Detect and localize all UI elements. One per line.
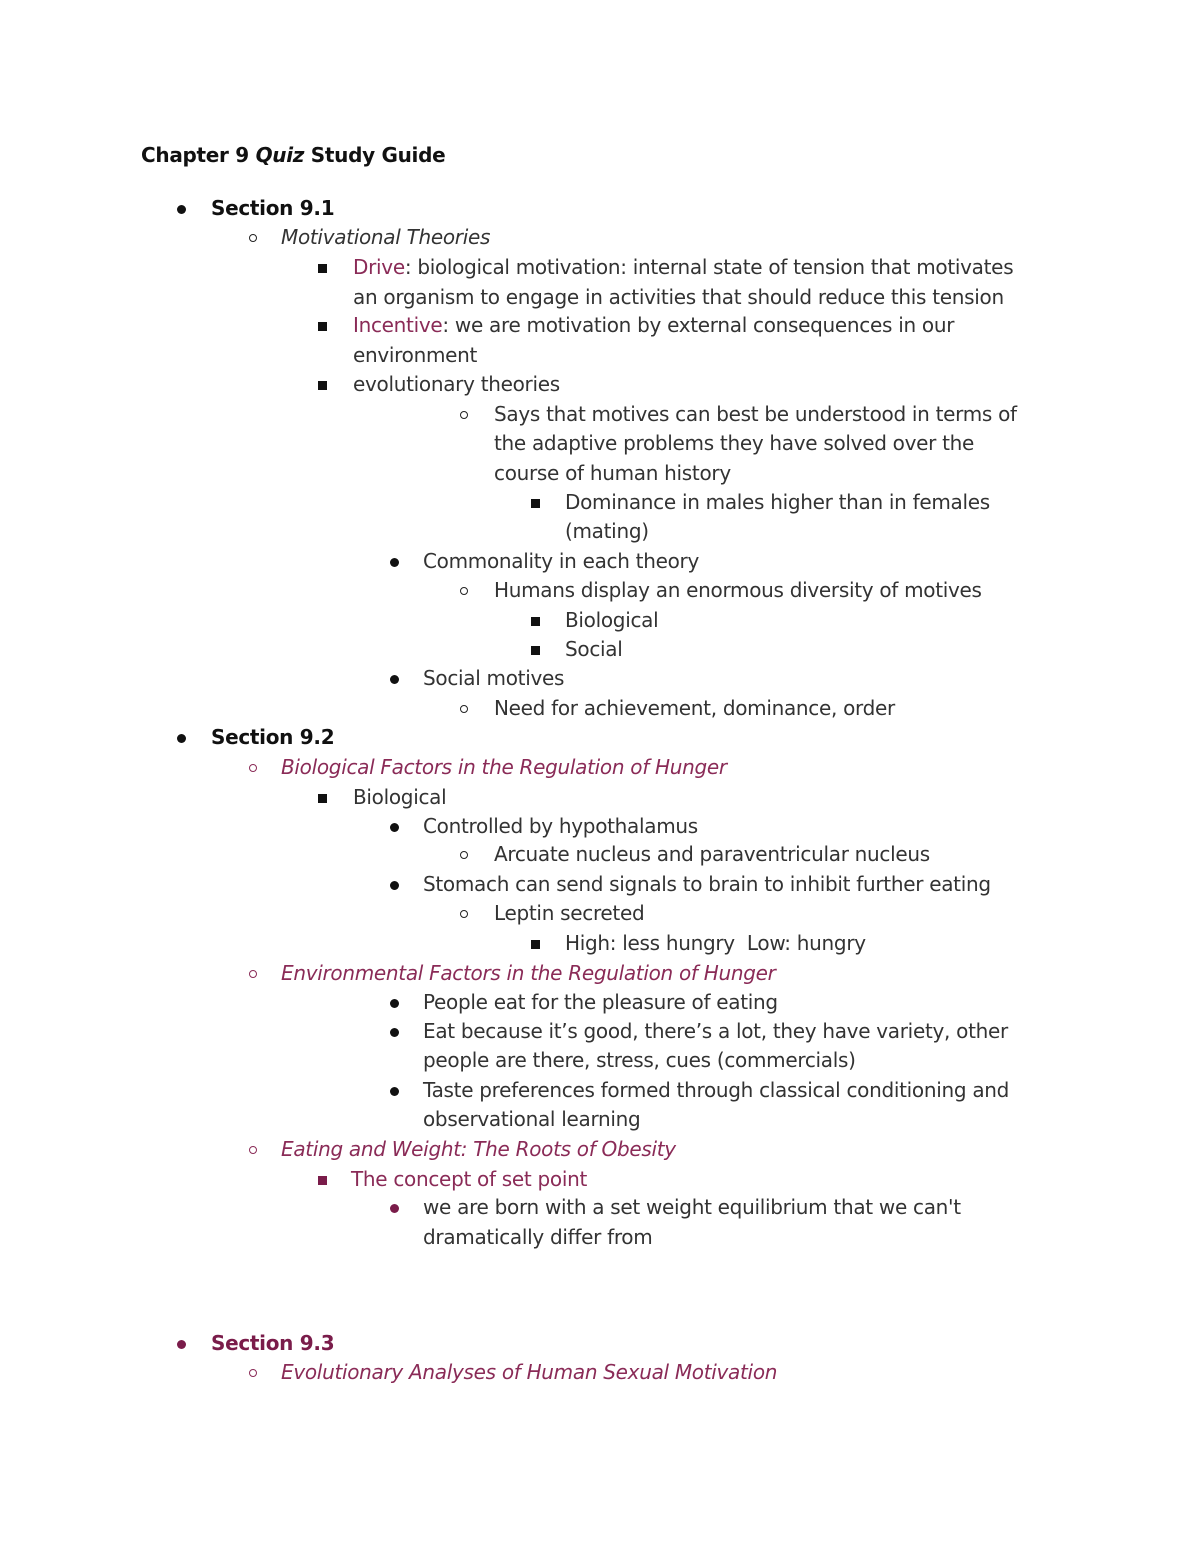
bullet-disc-icon [390,999,399,1008]
list-item-continuation: observational learning [423,1107,641,1131]
bullet-circle-icon [249,970,257,978]
list-item: Arcuate nucleus and paraventricular nucleus [494,842,930,866]
bullet-disc-icon [177,205,186,214]
list-item: Dominance in males higher than in females [565,490,990,514]
bullet-disc-icon [177,1340,186,1349]
bullet-disc-icon [390,1087,399,1096]
bullet-circle-icon [249,1369,257,1377]
list-item: Taste preferences formed through classical conditioning and [423,1078,1010,1102]
bullet-square-icon [318,1176,327,1185]
bullet-disc-icon [390,1028,399,1037]
list-item: Humans display an enormous diversity of motives [494,578,982,602]
list-item: Controlled by hypothalamus [423,814,698,838]
list-item-continuation: (mating) [565,519,649,543]
list-item-continuation: course of human history [494,461,731,485]
bullet-circle-icon [249,1146,257,1154]
bullet-circle-icon [460,411,468,419]
bullet-disc-icon [390,1204,399,1213]
list-item: Social motives [423,666,565,690]
list-item: Says that motives can best be understood in terms of [494,402,1017,426]
bullet-disc-icon [177,734,186,743]
list-item-continuation: people are there, stress, cues (commercials) [423,1048,856,1072]
bullet-circle-icon [460,587,468,595]
list-item: Leptin secreted [494,901,645,925]
bullet-circle-icon [460,705,468,713]
title-part-italic: Quiz [255,143,305,167]
bullet-square-icon [531,646,540,655]
bullet-circle-icon [460,851,468,859]
list-item [353,254,1013,280]
bullet-circle-icon [249,764,257,772]
subheading: Eating and Weight: The Roots of Obesity [281,1137,676,1161]
list-item-continuation: an organism to engage in activities that should reduce this tension [353,285,1004,309]
bullet-disc-icon [390,823,399,832]
list-item: Stomach can send signals to brain to inhibit further eating [423,872,991,896]
definition-text: : biological motivation: internal state of tension that motivates [404,255,1014,279]
list-item: evolutionary theories [353,372,560,396]
list-item-continuation: dramatically differ from [423,1225,653,1249]
bullet-circle-icon [460,910,468,918]
subheading: Environmental Factors in the Regulation of Hunger [281,961,776,985]
list-item-continuation: the adaptive problems they have solved over the [494,431,975,455]
bullet-square-icon [318,381,327,390]
list-item-continuation: environment [353,343,478,367]
subheading: Motivational Theories [281,225,491,249]
bullet-square-icon [318,264,327,273]
bullet-square-icon [531,940,540,949]
list-item: People eat for the pleasure of eating [423,990,778,1014]
title-part: Chapter 9 [141,143,256,167]
subheading: Biological Factors in the Regulation of Hunger [281,755,727,779]
list-item: we are born with a set weight equilibrium that we can't [423,1195,961,1219]
document-title [141,142,445,168]
bullet-circle-icon [249,234,257,242]
list-item: The concept of set point [351,1167,588,1191]
list-item: Need for achievement, dominance, order [494,696,895,720]
term-drive: Drive [353,255,405,279]
list-item: Biological [565,608,659,632]
bullet-square-icon [531,617,540,626]
list-item: Eat because it’s good, there’s a lot, they have variety, other [423,1019,1008,1043]
bullet-square-icon [318,322,327,331]
bullet-square-icon [531,499,540,508]
list-item: Biological [353,785,447,809]
bullet-disc-icon [390,558,399,567]
section-heading: Section 9.1 [211,196,335,220]
definition-text: : we are motivation by external consequences in our [442,313,955,337]
title-part: Study Guide [304,143,446,167]
list-item: High: less hungry Low: hungry [565,931,866,955]
bullet-square-icon [318,794,327,803]
term-incentive: Incentive [353,313,443,337]
bullet-disc-icon [390,881,399,890]
section-heading: Section 9.3 [211,1331,335,1355]
section-heading: Section 9.2 [211,725,335,749]
bullet-disc-icon [390,675,399,684]
subheading: Evolutionary Analyses of Human Sexual Motivation [281,1360,778,1384]
list-item: Commonality in each theory [423,549,699,573]
list-item: Social [565,637,623,661]
list-item [353,312,954,338]
